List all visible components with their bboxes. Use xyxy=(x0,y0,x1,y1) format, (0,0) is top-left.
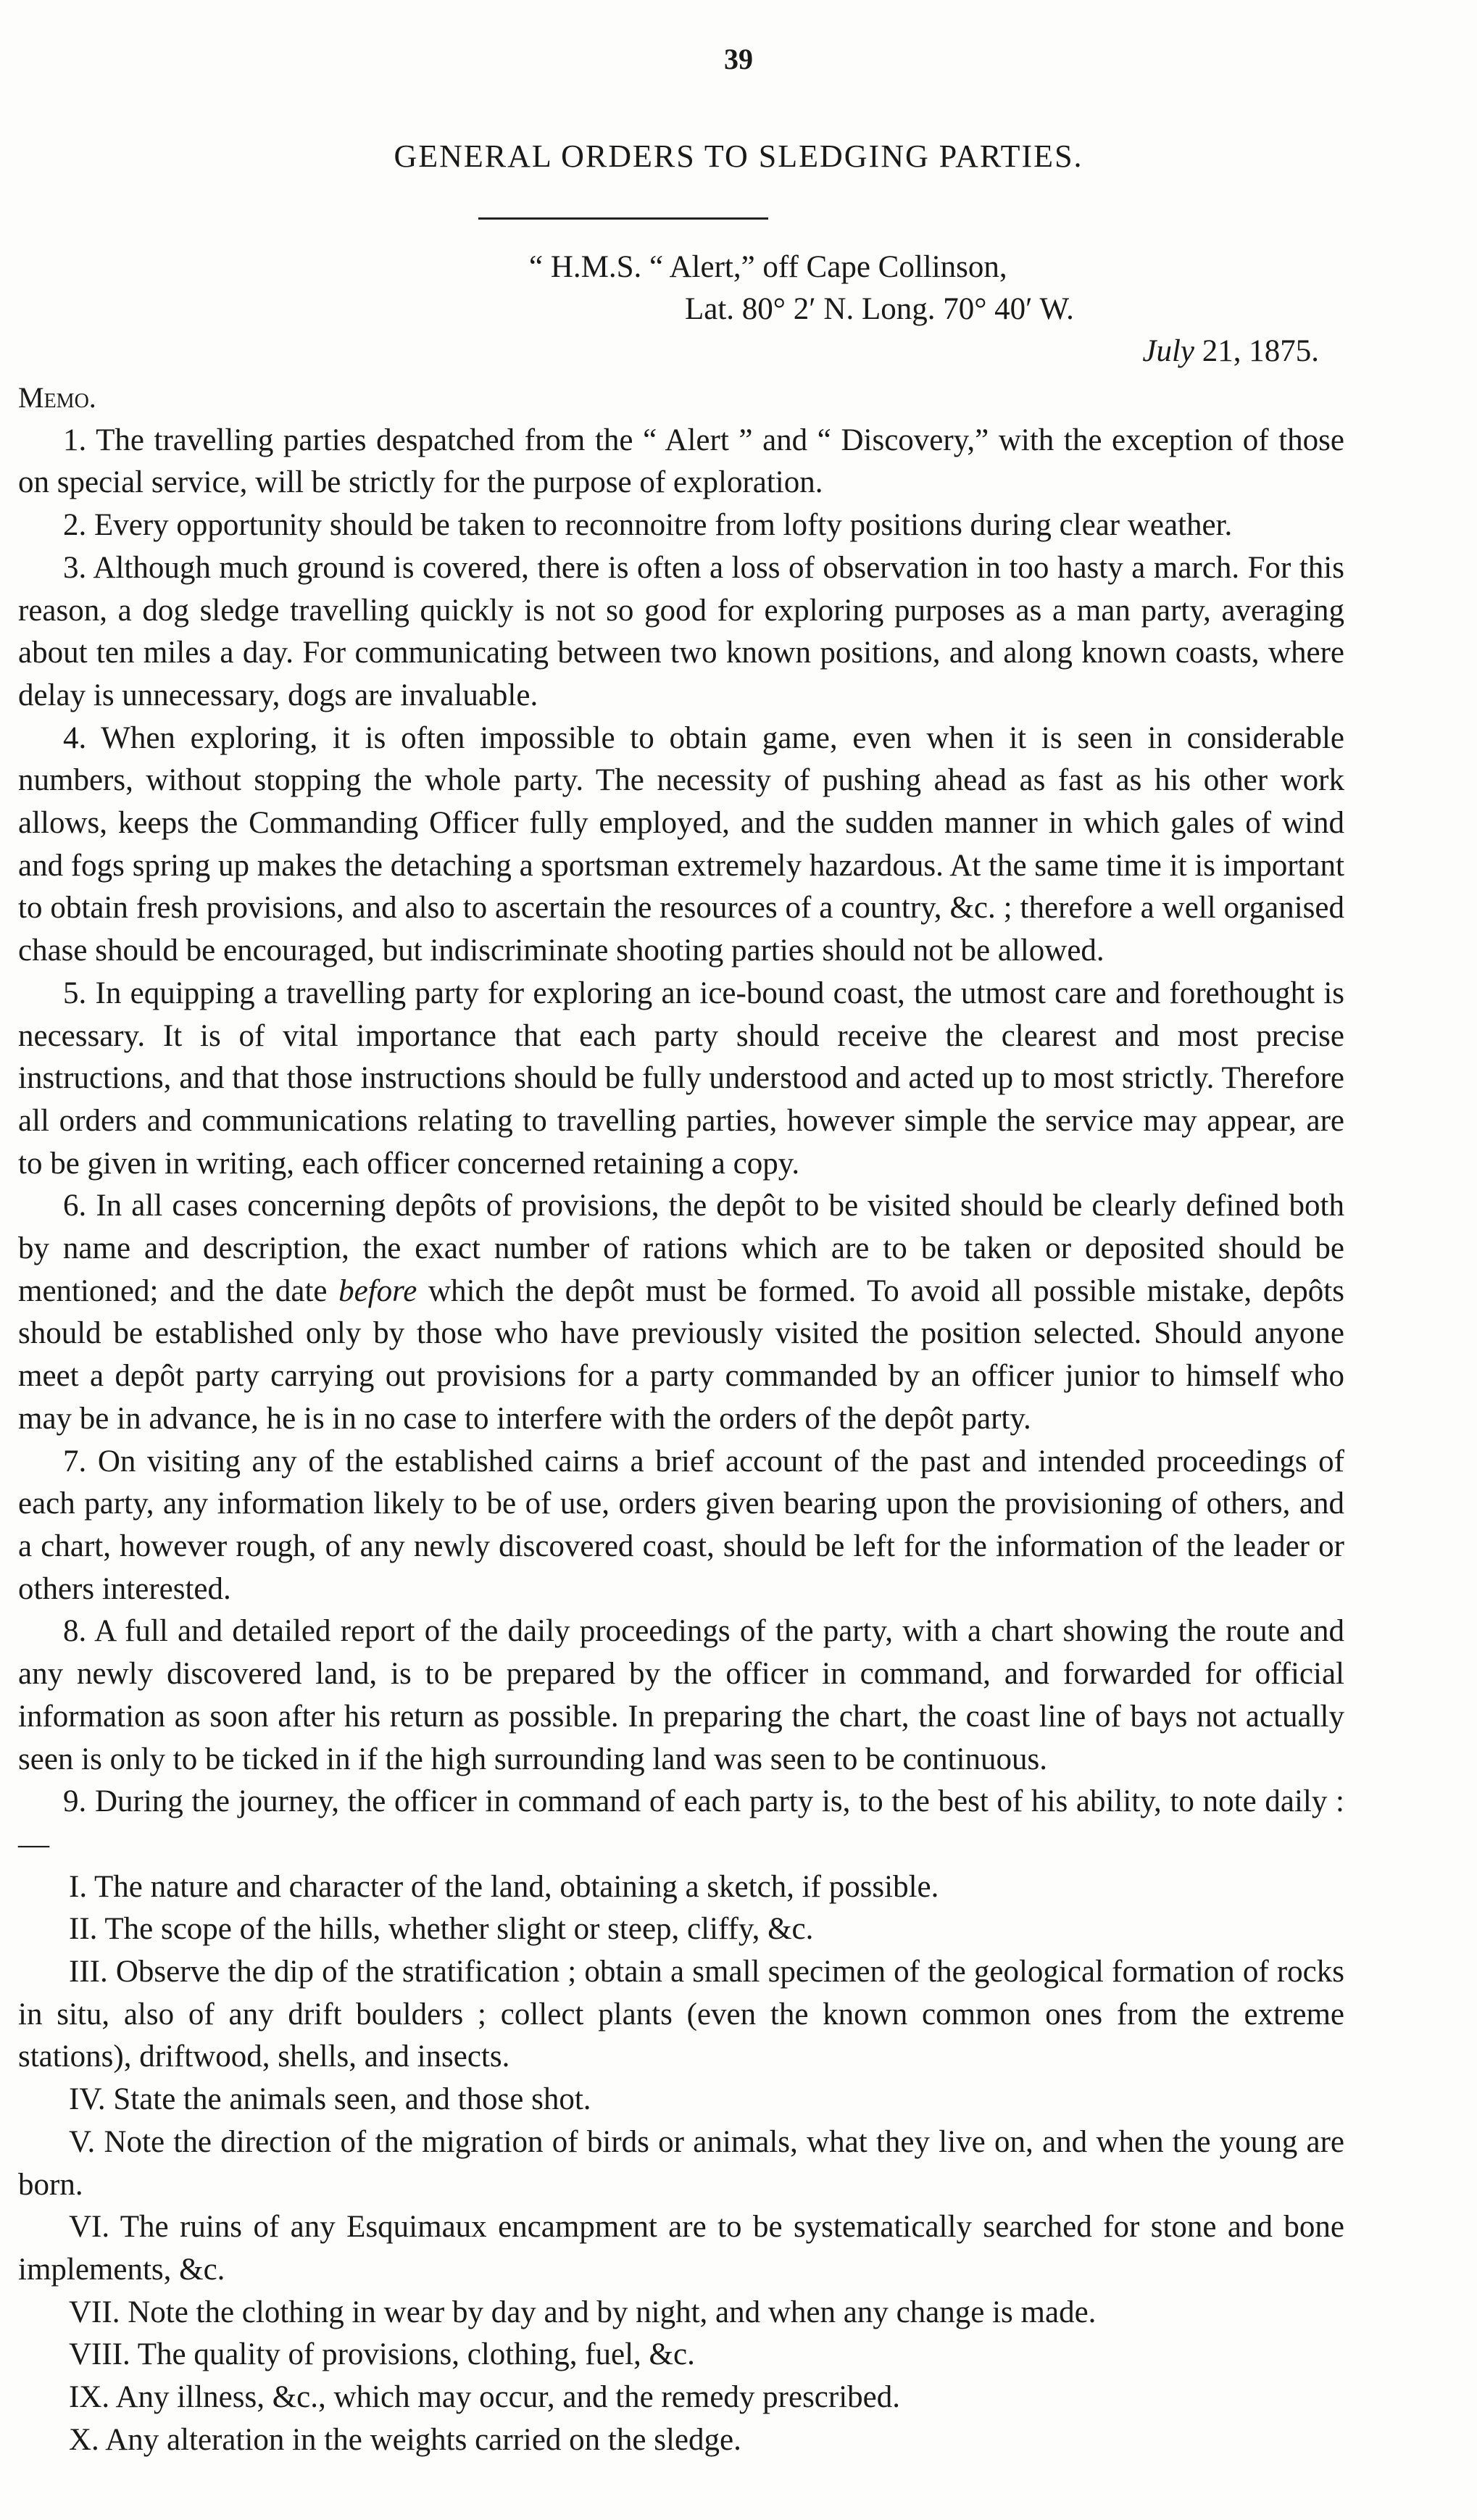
observation-list xyxy=(18,1866,1344,2462)
list-item: III. Observe the dip of the stratification ; obtain a small specimen of the geological formation of rocks in situ, also of any drift boulders ; collect plants (even the known common ones from the extreme stations), driftwood, shells, and insects. xyxy=(18,1955,1344,2074)
list-item: VI. The ruins of any Esquimaux encampment are to be systematically searched for stone and bone implements, &c. xyxy=(18,2210,1344,2287)
header-coordinates: Lat. 80° 2′ N. Long. 70° 40′ W. xyxy=(685,292,1074,326)
list-item: X. Any alteration in the weights carried on the sledge. xyxy=(69,2422,741,2457)
header-date xyxy=(507,330,1319,373)
header-date-month: July xyxy=(1142,334,1194,368)
list-item: II. The scope of the hills, whether slight or steep, cliffy, &c. xyxy=(69,1912,814,1947)
list-item: I. The nature and character of the land, obtaining a sketch, if possible. xyxy=(69,1869,939,1904)
list-item: VII. Note the clothing in wear by day and by night, and when any change is made. xyxy=(69,2295,1097,2329)
paragraph-6-part-b: which the depôt must be formed. To avoid all possible mistake, depôts should be established only by those who have previously visited the position selected. Should anyone meet a depôt party carrying out provisions for a party commanded by an officer junior to himself who may be in advance, he is in no case to interfere with the orders of the depôt party. xyxy=(18,1273,1344,1436)
paragraph-5: 5. In equipping a travelling party for exploring an ice-bound coast, the utmost care and forethought is necessary. It is of vital importance that each party should receive the clearest and most precise instructions, and that those instructions should be fully understood and acted up to most strictly. Therefore all orders and communications relating to travelling parties, however simple the service may appear, are to be given in writing, each officer concerned retaining a copy. xyxy=(18,976,1344,1181)
memo-label-line xyxy=(18,377,1344,420)
header-date-rest: 21, 1875. xyxy=(1194,334,1319,368)
paragraph-3: 3. Although much ground is covered, there is often a loss of observation in too hasty a march. For this reason, a dog sledge travelling quickly is not so good for exploring purposes as a man party, averaging about ten miles a day. For communicating between two known positions, and along known coasts, where delay is unnecessary, dogs are invaluable. xyxy=(18,550,1344,712)
list-item: VIII. The quality of provisions, clothing, fuel, &c. xyxy=(69,2337,695,2372)
list-item: IV. State the animals seen, and those shot. xyxy=(69,2082,591,2117)
paragraph-4: 4. When exploring, it is often impossible to obtain game, even when it is seen in considerable numbers, without stopping the whole party. The necessity of pushing ahead as fast as his other work allows, keeps the Commanding Officer fully employed, and the sudden manner in which gales of wind and fogs spring up makes the detaching a sportsman extremely hazardous. At the same time it is important to obtain fresh provisions, and also to ascertain the resources of a country, &c. ; therefore a well organised chase should be encouraged, but indiscriminate shooting parties should not be allowed. xyxy=(18,720,1344,968)
paragraph-2: 2. Every opportunity should be taken to reconnoitre from lofty positions during clear weather. xyxy=(63,508,1233,543)
paragraph-6-part-a: 6. In all cases concerning depôts of provisions, the depôt to be visited should be clearly defined both by name and description, the exact number of rations which are to be taken or deposited should be mentioned; and the date xyxy=(18,1189,1344,1308)
title-rule xyxy=(478,217,768,220)
paragraph-7: 7. On visiting any of the established cairns a brief account of the past and intended proceedings of each party, any information likely to be of use, orders given bearing upon the provisioning of others, and a chart, however rough, of any newly discovered coast, should be left for the information of the leader or others interested. xyxy=(18,1444,1344,1606)
paragraph-9: 9. During the journey, the officer in command of each party is, to the best of his ability, to note daily :— xyxy=(18,1784,1344,1861)
page-number: 39 xyxy=(724,43,753,75)
paragraph-6-emphasis: before xyxy=(338,1273,417,1308)
paragraph-6 xyxy=(18,1185,1344,1440)
paragraph-1: 1. The travelling parties despatched from the “ Alert ” and “ Discovery,” with the exception of those on special service, will be strictly for the purpose of exploration. xyxy=(18,423,1344,500)
document-body xyxy=(18,377,1344,2461)
header-location: “ H.M.S. “ Alert,” off Cape Collinson, xyxy=(529,250,1007,284)
memo-label: Memo. xyxy=(18,381,96,414)
paragraph-8: 8. A full and detailed report of the daily proceedings of the party, with a chart showing the route and any newly discovered land, is to be prepared by the officer in command, and forwarded for official information as soon after his return as possible. In preparing the chart, the coast line of bays not actually seen is only to be ticked in if the high surrounding land was seen to be continuous. xyxy=(18,1614,1344,1776)
memo-header xyxy=(507,246,1319,373)
list-item: IX. Any illness, &c., which may occur, and the remedy prescribed. xyxy=(69,2380,900,2415)
page-title: GENERAL ORDERS TO SLEDGING PARTIES. xyxy=(394,138,1083,174)
list-item: V. Note the direction of the migration of birds or animals, what they live on, and when the young are born. xyxy=(18,2124,1344,2202)
